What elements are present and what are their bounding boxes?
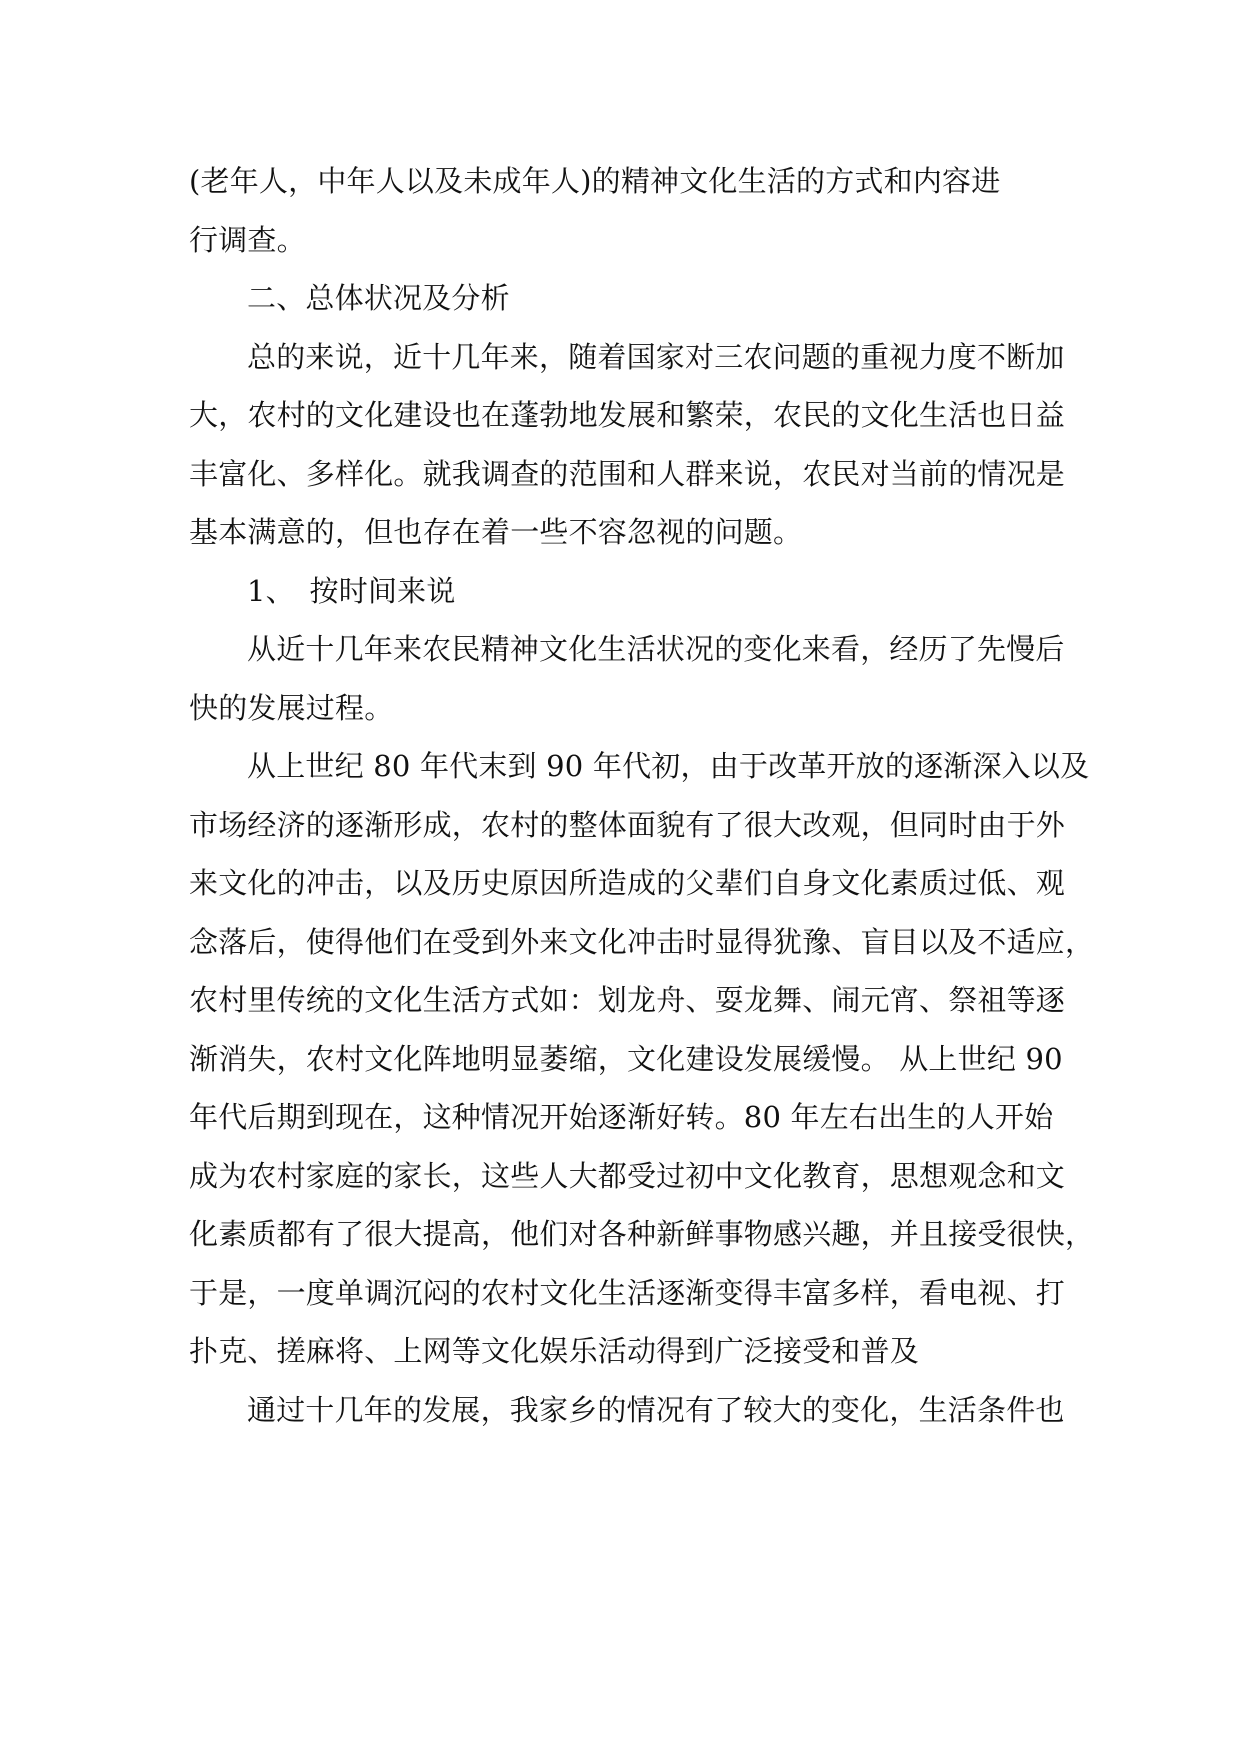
text-line: 市场经济的逐渐形成，农村的整体面貌有了很大改观，但同时由于外 (189, 807, 1066, 842)
text-line: 基本满意的，但也存在着一些不容忽视的问题。 (189, 515, 803, 549)
paragraph (189, 1381, 1065, 1440)
text-line: 二、总体状况及分析 (247, 281, 510, 315)
text-line: 快的发展过程。 (189, 690, 394, 725)
text-line: 1、 按时间来说 (247, 573, 456, 608)
text-line: 行调查。 (189, 222, 306, 257)
text-line: 扑克、搓麻将、上网等文化娱乐活动得到广泛接受和普及 (189, 1334, 920, 1368)
text-line: 通过十几年的发展，我家乡的情况有了较大的变化，生活条件也 (247, 1392, 1065, 1427)
text-line: 年代后期到现在，这种情况开始逐渐好转。80 年左右出生的人开始 (189, 1100, 1054, 1134)
text-line: 农村里传统的文化生活方式如：划龙舟、耍龙舞、闹元宵、祭祖等逐 (189, 983, 1066, 1017)
text-line: 总的来说，近十几年来，随着国家对三农问题的重视力度不断加 (247, 339, 1065, 374)
text-line: 渐消失，农村文化阵地明显萎缩，文化建设发展缓慢。 从上世纪 90 (189, 1041, 1063, 1076)
text-line: 丰富化、多样化。就我调查的范围和人群来说，农民对当前的情况是 (189, 456, 1066, 491)
paragraph (189, 328, 1066, 562)
text-line: 念落后，使得他们在受到外来文化冲击时显得犹豫、盲目以及不适应， (189, 924, 1095, 959)
subsection-heading (189, 562, 1056, 621)
paragraph (189, 737, 1095, 1381)
text-line: (老年人，中年人以及未成年人)的精神文化生活的方式和内容进 (189, 164, 1001, 198)
text-line: 从上世纪 80 年代末到 90 年代初，由于改革开放的逐渐深入以及 (247, 749, 1090, 783)
section-heading (189, 269, 1056, 328)
paragraph (189, 152, 1056, 269)
paragraph (189, 620, 1065, 737)
document-body (189, 152, 1095, 1439)
text-line: 成为农村家庭的家长，这些人大都受过初中文化教育，思想观念和文 (189, 1158, 1066, 1193)
text-line: 从近十几年来农民精神文化生活状况的变化来看，经历了先慢后 (247, 632, 1065, 666)
text-line: 于是，一度单调沉闷的农村文化生活逐渐变得丰富多样，看电视、打 (189, 1275, 1066, 1310)
text-line: 化素质都有了很大提高，他们对各种新鲜事物感兴趣，并且接受很快， (189, 1217, 1095, 1251)
text-line: 来文化的冲击，以及历史原因所造成的父辈们自身文化素质过低、观 (189, 866, 1066, 900)
text-line: 大，农村的文化建设也在蓬勃地发展和繁荣，农民的文化生活也日益 (189, 398, 1066, 432)
